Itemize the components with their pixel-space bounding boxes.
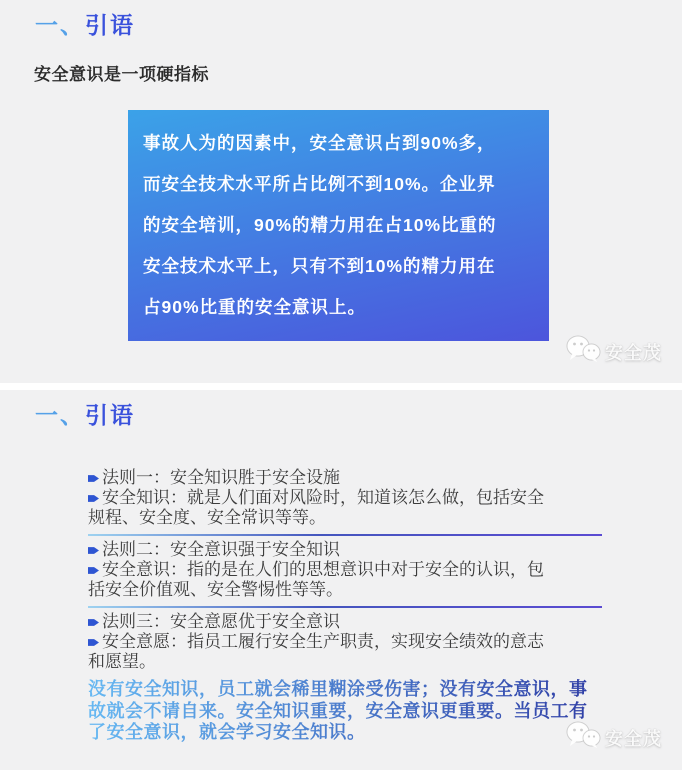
arrow-bullet-icon (88, 618, 99, 627)
rule-desc-line (88, 560, 602, 580)
highlight-line: 故就会不请自来。安全知识重要，安全意识更重要。当员工有 (88, 700, 588, 721)
rules-list (88, 468, 602, 672)
wechat-bubbles-icon (566, 334, 602, 369)
rule-title: 法则三：安全意愿优于安全意识 (102, 612, 340, 631)
heading-title: 引语 (85, 402, 135, 428)
rule-desc: 规程、安全度、安全常识等等。 (88, 508, 326, 527)
rule-desc: 安全意愿：指员工履行安全生产职责，实现安全绩效的意志 (102, 632, 544, 651)
arrow-bullet-icon (88, 638, 99, 647)
rule-desc-line (88, 632, 602, 652)
rule-desc: 安全意识：指的是在人们的思想意识中对于安全的认识，包 (102, 560, 544, 579)
rule-divider (88, 606, 602, 608)
watermark-text: 安全茂 (605, 728, 662, 749)
slide-subtitle: 安全意识是一项硬指标 (34, 65, 209, 84)
arrow-bullet-icon (88, 546, 99, 555)
rule-title-line (88, 540, 602, 560)
highlight-line: 没有安全知识，员工就会稀里糊涂受伤害；没有安全意识，事 (88, 679, 588, 699)
rule-item (88, 468, 602, 528)
heading-number: 一、 (35, 402, 85, 428)
slide-intro-rules (0, 390, 682, 770)
quote-box (128, 110, 549, 341)
heading-number: 一、 (35, 12, 85, 38)
arrow-bullet-icon (88, 566, 99, 575)
rule-divider (88, 534, 602, 536)
arrow-bullet-icon (88, 494, 99, 503)
quote-line: 的安全培训，90%的精力用在占10%比重的 (143, 215, 497, 235)
watermark-text: 安全茂 (605, 342, 662, 363)
rule-desc: 和愿望。 (88, 652, 156, 671)
rule-title-line (88, 612, 602, 632)
rule-desc-line (88, 580, 602, 600)
quote-line: 安全技术水平上，只有不到10%的精力用在 (143, 256, 496, 276)
slide-intro-top (0, 0, 682, 383)
section-heading (0, 0, 682, 40)
highlight-paragraph (88, 679, 602, 744)
watermark (566, 334, 662, 369)
heading-title: 引语 (85, 12, 135, 38)
quote-line: 而安全技术水平所占比例不到10%。企业界 (143, 174, 496, 194)
rule-title-line (88, 468, 602, 488)
bottom-margin (0, 770, 682, 776)
rule-title: 法则二：安全意识强于安全知识 (102, 540, 340, 559)
quote-line: 占90%比重的安全意识上。 (143, 297, 367, 317)
section-heading (0, 390, 682, 430)
rule-desc-line (88, 488, 602, 508)
rule-desc: 括安全价值观、安全警惕性等等。 (88, 580, 343, 599)
arrow-bullet-icon (88, 474, 99, 483)
watermark (566, 720, 662, 755)
highlight-line: 了安全意识，就会学习安全知识。 (88, 722, 366, 742)
quote-line: 事故人为的因素中，安全意识占到90%多， (143, 133, 496, 153)
rule-desc: 安全知识：就是人们面对风险时，知道该怎么做，包括安全 (102, 488, 544, 507)
rule-item (88, 540, 602, 600)
rule-desc-line (88, 652, 602, 672)
wechat-bubbles-icon (566, 720, 602, 755)
rule-title: 法则一：安全知识胜于安全设施 (102, 468, 340, 487)
rule-item (88, 612, 602, 672)
section-divider (0, 383, 682, 390)
rule-desc-line (88, 508, 602, 528)
